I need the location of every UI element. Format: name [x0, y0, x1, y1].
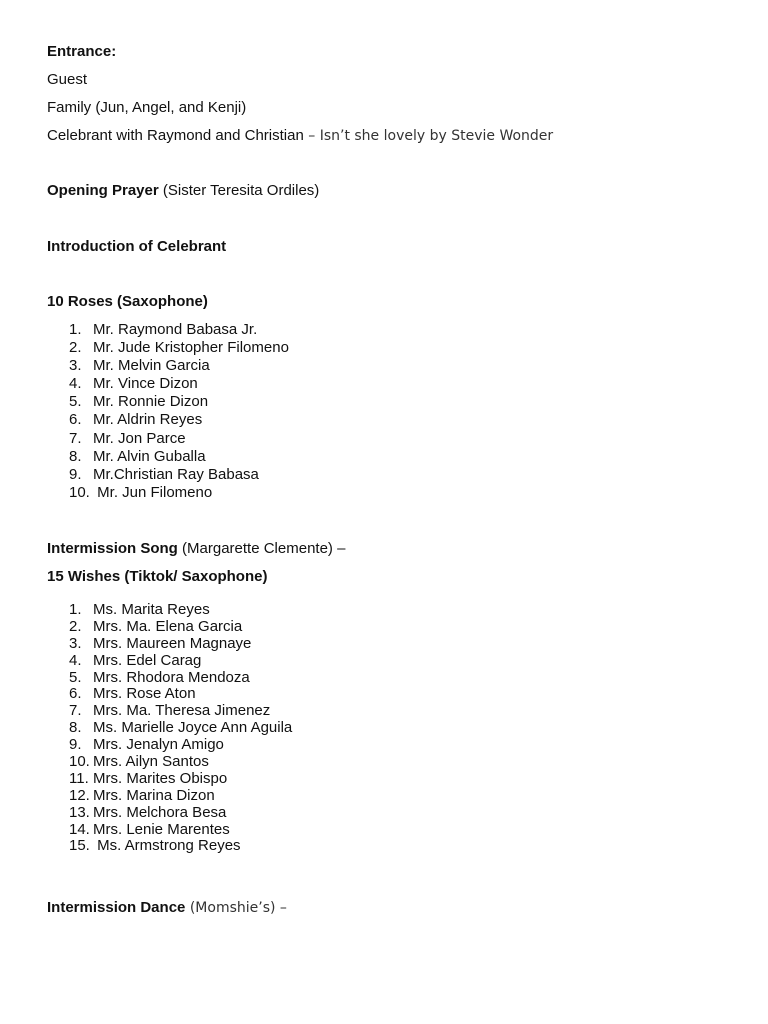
- opening-prayer-detail: (Sister Teresita Ordiles): [158, 182, 320, 199]
- list-item-name: Mrs. Lenie Marentes: [93, 820, 230, 838]
- list-item-name: Mrs. Melchora Besa: [93, 803, 227, 821]
- list-item: [69, 411, 289, 429]
- intermission-dance-line: [47, 899, 287, 917]
- list-item-name: Mr. Vince Dizon: [93, 375, 198, 393]
- list-item-name: Mr. Alvin Guballa: [93, 447, 206, 465]
- list-item: [69, 754, 292, 771]
- list-item-name: Mr. Ronnie Dizon: [93, 393, 209, 411]
- list-item-number: 3.: [69, 634, 82, 652]
- list-item-name: Mr. Melvin Garcia: [93, 357, 210, 375]
- list-item-name: Mr. Jon Parce: [93, 429, 186, 447]
- list-item-number: 14.: [69, 820, 90, 838]
- wishes-heading: 15 Wishes (Tiktok/ Saxophone): [47, 568, 268, 585]
- list-item-number: 5.: [69, 668, 82, 686]
- list-item-number: 1.: [69, 321, 82, 338]
- list-item: [69, 653, 292, 670]
- list-item: [69, 822, 292, 839]
- list-item: [69, 602, 292, 619]
- list-item-number: 4.: [69, 375, 82, 393]
- list-item: [69, 430, 289, 448]
- list-item: [69, 339, 289, 357]
- list-item: [69, 670, 292, 687]
- list-item: [69, 636, 292, 653]
- list-item-name: Mr. Raymond Babasa Jr.: [93, 321, 258, 338]
- list-item: [69, 619, 292, 636]
- list-item-name: Mrs. Ma. Elena Garcia: [93, 617, 243, 635]
- list-item-number: 8.: [69, 719, 82, 737]
- list-item-name: Mrs. Edel Carag: [93, 651, 202, 669]
- list-item-number: 12.: [69, 786, 90, 804]
- list-item-number: 2.: [69, 339, 82, 357]
- list-item-name: Mrs. Marina Dizon: [93, 786, 215, 804]
- list-item-number: 15.: [69, 837, 90, 855]
- entrance-guest: Guest: [47, 71, 88, 88]
- intermission-song-detail: (Margarette Clemente) –: [177, 540, 346, 557]
- opening-prayer-line: [47, 182, 319, 200]
- introduction-heading: Introduction of Celebrant: [47, 238, 227, 255]
- intermission-song-line: [47, 540, 345, 558]
- list-item-number: 10.: [69, 483, 90, 501]
- list-item-number: 9.: [69, 736, 82, 754]
- roses-heading: 10 Roses (Saxophone): [47, 293, 208, 310]
- list-item: [69, 375, 289, 393]
- entrance-heading: Entrance:: [47, 43, 117, 60]
- list-item: [69, 357, 289, 375]
- list-item-name: Ms. Marielle Joyce Ann Aguila: [93, 719, 293, 737]
- list-item-name: Ms. Marita Reyes: [93, 601, 210, 618]
- list-item-name: Mr. Jude Kristopher Filomeno: [93, 339, 289, 357]
- list-item-number: 3.: [69, 357, 82, 375]
- list-item: [69, 838, 292, 855]
- entrance-celebrant: Celebrant with Raymond and Christian: [47, 127, 304, 144]
- list-item-number: 10.: [69, 753, 90, 771]
- list-item: [69, 466, 289, 484]
- list-item: [69, 771, 292, 788]
- list-item: [69, 703, 292, 720]
- intermission-song-heading: Intermission Song: [47, 540, 178, 557]
- list-item: [69, 448, 289, 466]
- list-item: [69, 321, 289, 339]
- list-item: [69, 737, 292, 754]
- list-item-name: Ms. Armstrong Reyes: [93, 837, 241, 855]
- list-item: [69, 393, 289, 411]
- list-item-name: Mrs. Rose Aton: [93, 685, 196, 703]
- list-item-number: 7.: [69, 702, 82, 720]
- list-item: [69, 788, 292, 805]
- wishes-list: [69, 602, 292, 855]
- list-item: [69, 720, 292, 737]
- list-item-number: 8.: [69, 447, 82, 465]
- list-item-number: 2.: [69, 617, 82, 635]
- list-item-name: Mrs. Rhodora Mendoza: [93, 668, 250, 686]
- list-item-name: Mrs. Ma. Theresa Jimenez: [93, 702, 271, 720]
- intermission-dance-detail: (Momshie’s) –: [185, 900, 287, 916]
- list-item-number: 5.: [69, 393, 82, 411]
- list-item-number: 11.: [69, 769, 89, 787]
- list-item-number: 7.: [69, 429, 82, 447]
- list-item: [69, 686, 292, 703]
- list-item-name: Mr.Christian Ray Babasa: [93, 465, 259, 483]
- entrance-song: – Isn’t she lovely by Stevie Wonder: [303, 128, 554, 144]
- list-item-name: Mr. Jun Filomeno: [93, 483, 213, 501]
- opening-prayer-heading: Opening Prayer: [47, 182, 159, 199]
- entrance-celebrant-line: [47, 127, 553, 145]
- list-item-number: 6.: [69, 411, 82, 429]
- roses-list: [69, 321, 289, 502]
- list-item-name: Mrs. Maureen Magnaye: [93, 634, 252, 652]
- list-item: [69, 805, 292, 822]
- list-item-number: 13.: [69, 803, 90, 821]
- list-item-name: Mrs. Marites Obispo: [93, 769, 228, 787]
- intermission-dance-heading: Intermission Dance: [47, 899, 186, 916]
- list-item-number: 1.: [69, 601, 82, 618]
- list-item-name: Mr. Aldrin Reyes: [93, 411, 203, 429]
- list-item-name: Mrs. Ailyn Santos: [93, 753, 209, 771]
- list-item-name: Mrs. Jenalyn Amigo: [93, 736, 224, 754]
- entrance-family: Family (Jun, Angel, and Kenji): [47, 99, 247, 116]
- list-item-number: 4.: [69, 651, 82, 669]
- list-item: [69, 484, 289, 502]
- list-item-number: 6.: [69, 685, 82, 703]
- list-item-number: 9.: [69, 465, 82, 483]
